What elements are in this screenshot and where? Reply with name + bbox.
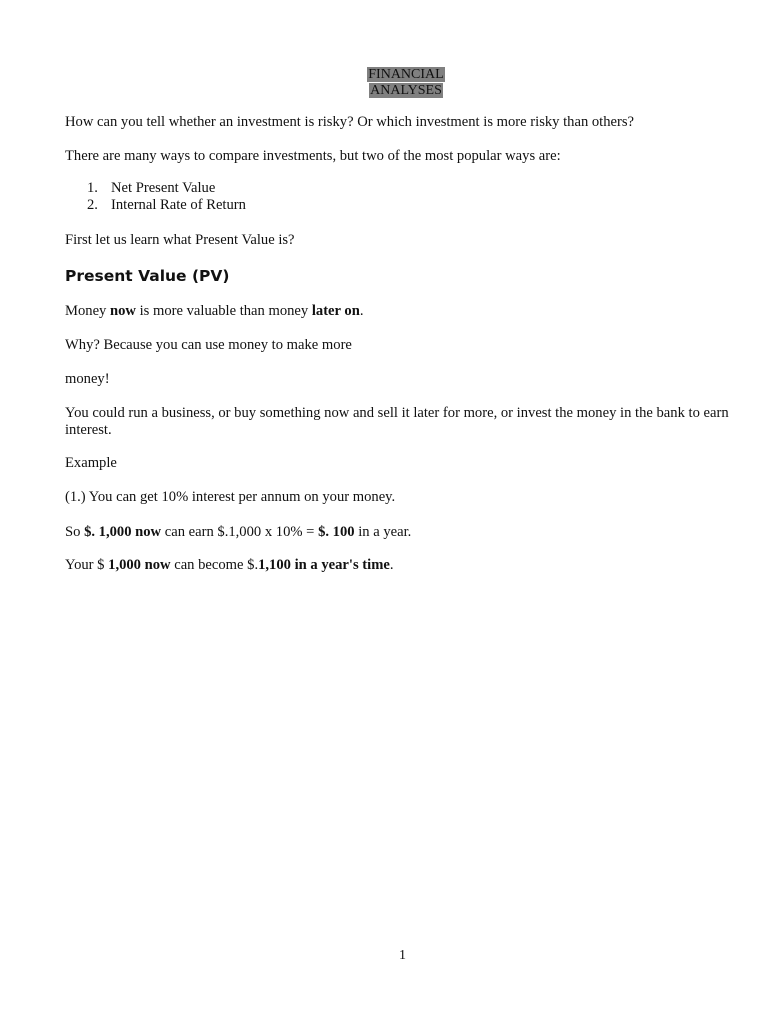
- document-title: [0, 67, 768, 99]
- title-line-2: ANALYSES: [370, 83, 442, 98]
- your-line-bold: 1,100 in a year's time: [258, 557, 390, 573]
- example-label: Example: [65, 455, 117, 471]
- list-label: Net Present Value: [111, 180, 216, 196]
- list-number: 2.: [87, 197, 98, 213]
- your-line-bold: 1,000 now: [108, 557, 171, 573]
- your-line-part: .: [389, 557, 394, 573]
- so-line: [65, 524, 411, 541]
- page-number: 1: [399, 948, 406, 963]
- money-line-part: .: [359, 303, 364, 319]
- your-line-part: can become $.: [170, 557, 259, 573]
- intro-question: How can you tell whether an investment is risky? Or which investment is more risky than others?: [65, 114, 635, 130]
- so-line-part: in a year.: [354, 524, 412, 540]
- section-heading: Present Value (PV): [65, 267, 230, 285]
- so-line-part: can earn $.1,000 x 10% =: [161, 524, 319, 540]
- compare-text: There are many ways to compare investments, but two of the most popular ways are:: [65, 148, 561, 164]
- money-line: [65, 303, 363, 320]
- money-line-part: Money: [65, 303, 110, 319]
- so-line-part: So: [65, 524, 85, 540]
- why-line: Why? Because you can use money to make more: [65, 337, 352, 353]
- list-number: 1.: [87, 180, 98, 196]
- title-line-1: FINANCIAL: [368, 67, 444, 82]
- so-line-bold: $. 1,000 now: [84, 524, 162, 540]
- so-line-bold: $. 100: [318, 524, 355, 540]
- your-line: [65, 557, 394, 574]
- money-line-part: is more valuable than money: [135, 303, 312, 319]
- example-1-text: (1.) You can get 10% interest per annum on your money.: [65, 489, 396, 505]
- money-line-bold: now: [110, 303, 136, 319]
- money-exclaim: money!: [65, 371, 110, 387]
- list-item: [87, 180, 215, 197]
- list-item: [87, 197, 246, 214]
- business-text: You could run a business, or buy something now and sell it later for more, or invest the money in the bank to earn interest.: [65, 405, 729, 438]
- money-line-bold: later on: [311, 303, 360, 319]
- your-line-part: Your $: [65, 557, 109, 573]
- first-learn-text: First let us learn what Present Value is?: [65, 232, 295, 248]
- list-label: Internal Rate of Return: [111, 197, 246, 213]
